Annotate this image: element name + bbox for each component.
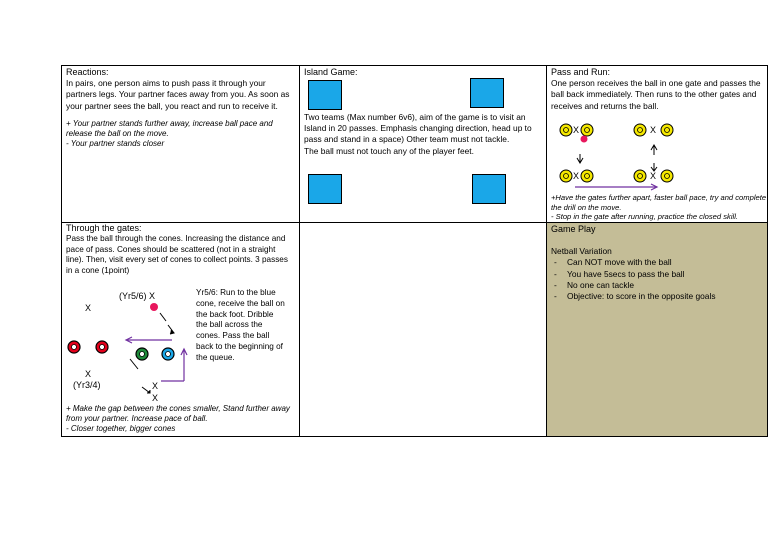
list-item: - You have 5secs to pass the ball [551, 269, 763, 280]
player-x: X [152, 381, 159, 391]
passrun-regression: - Stop in the gate after running, practice the closed skill. [551, 212, 738, 221]
cone-icon [634, 124, 646, 136]
island-bottom-right [472, 174, 506, 204]
gates-drill-diagram [62, 285, 192, 403]
island-top-right [470, 78, 504, 108]
through-the-gates-cell [61, 222, 300, 437]
player-x: X [573, 125, 580, 135]
yr34-label: (Yr3/4) [73, 380, 101, 390]
island-body [304, 112, 540, 157]
gates-regression: - Closer together, bigger cones [66, 424, 176, 433]
gameplay-title: Game Play [551, 224, 596, 234]
passrun-progression: +Have the gates further apart, faster ball pace, try and complete the drill on the move. [551, 193, 767, 212]
list-item: - Objective: to score in the opposite goals [551, 291, 763, 302]
island-bottom-left [308, 174, 342, 204]
player-x: X [650, 125, 657, 135]
cone-icon [581, 124, 593, 136]
island-description: Two teams (Max number 6v6), aim of the game is to visit an Island in 20 passes. Emphasis changing direction, head up to pass and stand in a space) Other team must not tackle. [304, 112, 532, 145]
island-rule: The ball must not touch any of the player feet. [304, 145, 474, 156]
pass-and-run-cell [546, 65, 768, 223]
cone-icon [661, 124, 673, 136]
player-x: X [85, 369, 92, 379]
gates-title: Through the gates: [66, 223, 142, 233]
ball-icon [581, 136, 588, 143]
arrow-icon [160, 313, 166, 321]
player-x: X [650, 171, 657, 181]
island-top-left [308, 80, 342, 110]
passrun-progressions [551, 193, 767, 222]
game-play-cell [546, 222, 768, 437]
ball-icon [150, 303, 158, 311]
gates-yr56-note: Yr5/6: Run to the blue cone, receive the ball on the back foot. Dribble the ball across the cones. Pass the ball back to the beginning of the queue. [196, 288, 285, 362]
passrun-body: One person receives the ball in one gate and passes the ball back immediately. Then runs to the other gates and receives and returns the ball. [551, 78, 761, 111]
passrun-title: Pass and Run: [551, 67, 611, 77]
gates-diagram [547, 114, 769, 188]
cone-icon [634, 170, 646, 182]
session-plan-table [61, 65, 768, 437]
list-item: - Can NOT move with the ball [551, 257, 763, 268]
list-item: - No one can tackle [551, 280, 763, 291]
player-x: X [573, 171, 580, 181]
reactions-progression: + Your partner stands further away, increase ball pace and release the ball on the move. [66, 118, 273, 138]
cone-icon [581, 170, 593, 182]
reactions-title: Reactions: [66, 67, 109, 77]
cone-icon [560, 124, 572, 136]
island-title: Island Game: [304, 67, 358, 77]
reactions-cell [61, 65, 300, 223]
arrow-icon [130, 359, 138, 369]
island-game-cell [299, 65, 547, 223]
player-x: X [85, 303, 92, 313]
gameplay-subtitle: Netball Variation [551, 246, 612, 257]
reactions-regression: - Your partner stands closer [66, 138, 165, 148]
cone-icon [661, 170, 673, 182]
cone-icon [560, 170, 572, 182]
empty-cell [299, 222, 547, 437]
yr56-label: (Yr5/6) X [119, 291, 156, 301]
player-x: X [152, 393, 159, 403]
reactions-body: In pairs, one person aims to push pass it through your partners legs. Your partner faces away from you. As soon as your partner sees the ball, you react and run to receive it. [66, 78, 290, 111]
gameplay-list [551, 257, 763, 302]
gates-progressions [66, 404, 296, 434]
gates-progression: + Make the gap between the cones smaller, Stand further away from your partner. Increase pace of ball. [66, 404, 290, 423]
gates-body: Pass the ball through the cones. Increasing the distance and pace of pass. Cones should be scattered (not in a straight line). Then, visit every set of cones to collect points. 3 passes in a cone (1point) [66, 234, 288, 275]
